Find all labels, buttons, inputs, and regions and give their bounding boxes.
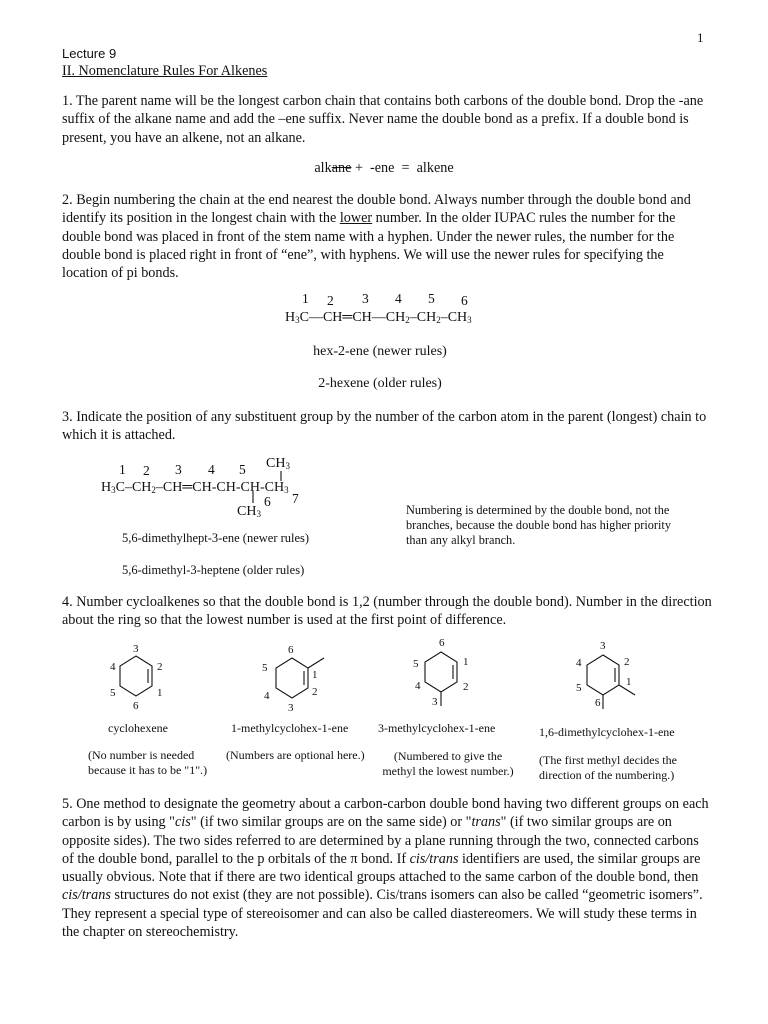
rule-1-text: 1. The parent name will be the longest carbon chain that contains both carbons of the double bond. Drop the -ane suffix of the alkane name and add the –ene suffix. Never name the double bond as a prefix. If a double bond is present, you have an alkene, not an alkane. bbox=[62, 93, 704, 146]
heptene-name-older: 5,6-dimethyl-3-heptene (older rules) bbox=[122, 563, 305, 577]
ring4-num-5: 5 bbox=[576, 682, 582, 694]
ring3-num-2: 2 bbox=[463, 681, 469, 693]
ring4-num-4: 4 bbox=[576, 657, 582, 669]
hexene-num-6: 6 bbox=[461, 293, 468, 308]
ring4-num-1: 1 bbox=[626, 676, 632, 688]
methyl-top: $CH_3$ bbox=[266, 456, 290, 471]
heptene-name-newer: 5,6-dimethylhept-3-ene (newer rules) bbox=[122, 531, 310, 545]
rule-5-t3: " (if two similar groups are on opposite sides). The two sides referred to are determined by a plane running through the two, connected carbons of the double bond, parallel to the p orbitals of the bbox=[62, 814, 699, 867]
ring4-num-2: 2 bbox=[624, 656, 630, 668]
hexene-name-older: 2-hexene (older rules) bbox=[318, 376, 442, 391]
ring4-name: 1,6-dimethylcyclohex-1-ene bbox=[539, 725, 675, 739]
ring1-name: cyclohexene bbox=[108, 721, 168, 735]
hexene-structure: $H_3C—CH═CH—CH_2-CH_2-CH_3$ bbox=[285, 310, 472, 325]
eq-prefix: alk bbox=[314, 160, 332, 176]
hexene-num-3: 3 bbox=[362, 291, 369, 306]
rule-5-text bbox=[62, 795, 712, 941]
ring3-num-6: 6 bbox=[439, 637, 445, 649]
rule-5-cistrans-2: cis/trans bbox=[62, 887, 111, 904]
page-number: 1 bbox=[697, 30, 704, 45]
ring2-num-6: 6 bbox=[288, 644, 294, 656]
ring1-note: (No number is needed because it has to be "1".) bbox=[88, 748, 208, 777]
ring1-num-2: 2 bbox=[157, 661, 163, 673]
heptene-num-3: 3 bbox=[175, 462, 182, 477]
ring2-num-1: 1 bbox=[312, 669, 318, 681]
rule-2-text-b: number. In the older IUPAC rules the number for the double bond was placed in front of the stem name with a hyphen. Under the newer rules, the number for the double bond is placed right in front of “ene”, with hyphens. We will use the newer rules for specifying the location of pi bonds. bbox=[62, 210, 676, 282]
heptene-num-4: 4 bbox=[208, 462, 215, 477]
ring3-note: (Numbered to give the methyl the lowest number.) bbox=[382, 749, 514, 778]
ring2-name: 1-methylcyclohex-1-ene bbox=[231, 721, 349, 735]
ring1-num-3: 3 bbox=[133, 643, 139, 655]
ring1-num-5: 5 bbox=[110, 687, 116, 699]
rule-2-text-a: 2. Begin numbering the chain at the end nearest the double bond. Always number through the double bond and identify its position in the longest chain with the bbox=[62, 192, 691, 227]
heptene-num-6: 6 bbox=[264, 494, 271, 509]
ring2-num-4: 4 bbox=[264, 690, 270, 702]
rule-5-t2: " (if two similar groups are on the same side) or " bbox=[190, 814, 472, 831]
rule-5-t4: bond. If bbox=[357, 850, 410, 867]
ring3-name: 3-methylcyclohex-1-ene bbox=[378, 721, 496, 735]
rule-5-t1: 5. One method to designate the geometry about a carbon-carbon double bond having two different groups on each carbon is by using " bbox=[62, 796, 709, 831]
ring2-num-2: 2 bbox=[312, 686, 318, 698]
heptene-structure: $H_3C-CH_2-CH═CH-CH-CH-CH_3$ bbox=[101, 480, 289, 495]
hexene-num-5: 5 bbox=[428, 291, 435, 306]
rule-5-t5: identifiers are used, the similar groups are usually obvious. Note that if there are two identical groups attached to the same carbon of the double bond, then bbox=[62, 850, 701, 886]
hexene-name-newer: hex-2-ene (newer rules) bbox=[313, 344, 447, 359]
heptene-num-7: 7 bbox=[292, 491, 299, 506]
rule-3-text: 3. Indicate the position of any substituent group by the number of the carbon atom in the parent (longest) chain to which it is attached. bbox=[62, 409, 707, 444]
rule-5-cistrans: cis/trans bbox=[409, 850, 459, 867]
ring2-num-5: 5 bbox=[262, 662, 268, 674]
rule-5-t6: structures do not exist (they are not possible). Cis/trans isomers can also be called “geometric isomers”. They represent a special type of stereoisomer and can also be called diastereomers. We will study these terms in the chapter on stereochemistry. bbox=[62, 887, 703, 941]
ring2-num-3: 3 bbox=[288, 702, 294, 714]
rule-5-trans: trans bbox=[471, 814, 501, 831]
heptene-num-2: 2 bbox=[143, 463, 150, 478]
methyl-bottom: $CH_3$ bbox=[237, 504, 261, 519]
ring3-num-5: 5 bbox=[413, 658, 419, 670]
ring3-num-1: 1 bbox=[463, 656, 469, 668]
heptene-num-1: 1 bbox=[119, 462, 126, 477]
ring1-num-4: 4 bbox=[110, 661, 116, 673]
rule-5-pi: π bbox=[350, 850, 358, 867]
numbering-note: Numbering is determined by the double bond, not the branches, because the double bond has higher priority than any alkyl branch. bbox=[406, 503, 671, 547]
heptene-num-5: 5 bbox=[239, 462, 246, 477]
hexene-num-1: 1 bbox=[302, 291, 309, 306]
ring4-num-3: 3 bbox=[600, 640, 606, 652]
hexene-num-4: 4 bbox=[395, 291, 402, 306]
ring4-num-6: 6 bbox=[595, 697, 601, 709]
lecture-label: Lecture 9 bbox=[62, 46, 117, 61]
ring3-num-4: 4 bbox=[415, 680, 421, 692]
section-heading: II. Nomenclature Rules For Alkenes bbox=[62, 63, 268, 79]
ring2-note: (Numbers are optional here.) bbox=[226, 748, 365, 762]
eq-rest: + -ene = alkene bbox=[351, 160, 454, 176]
rule-5-cis: cis bbox=[174, 814, 191, 831]
ring1-num-6: 6 bbox=[133, 700, 139, 712]
ring1-num-1: 1 bbox=[157, 687, 163, 699]
eq-struck: ane bbox=[331, 160, 352, 176]
ring4-note: (The first methyl decides the direction of the numbering.) bbox=[539, 753, 677, 782]
hexene-num-2: 2 bbox=[327, 293, 334, 308]
rule-4-text: 4. Number cycloalkenes so that the double bond is 1,2 (number through the double bond). Number in the direction about the ring so that the lowest number is used at the first point of difference. bbox=[62, 594, 712, 629]
ring3-num-3: 3 bbox=[432, 696, 438, 708]
rule-2-text-lower: lower bbox=[339, 210, 373, 227]
